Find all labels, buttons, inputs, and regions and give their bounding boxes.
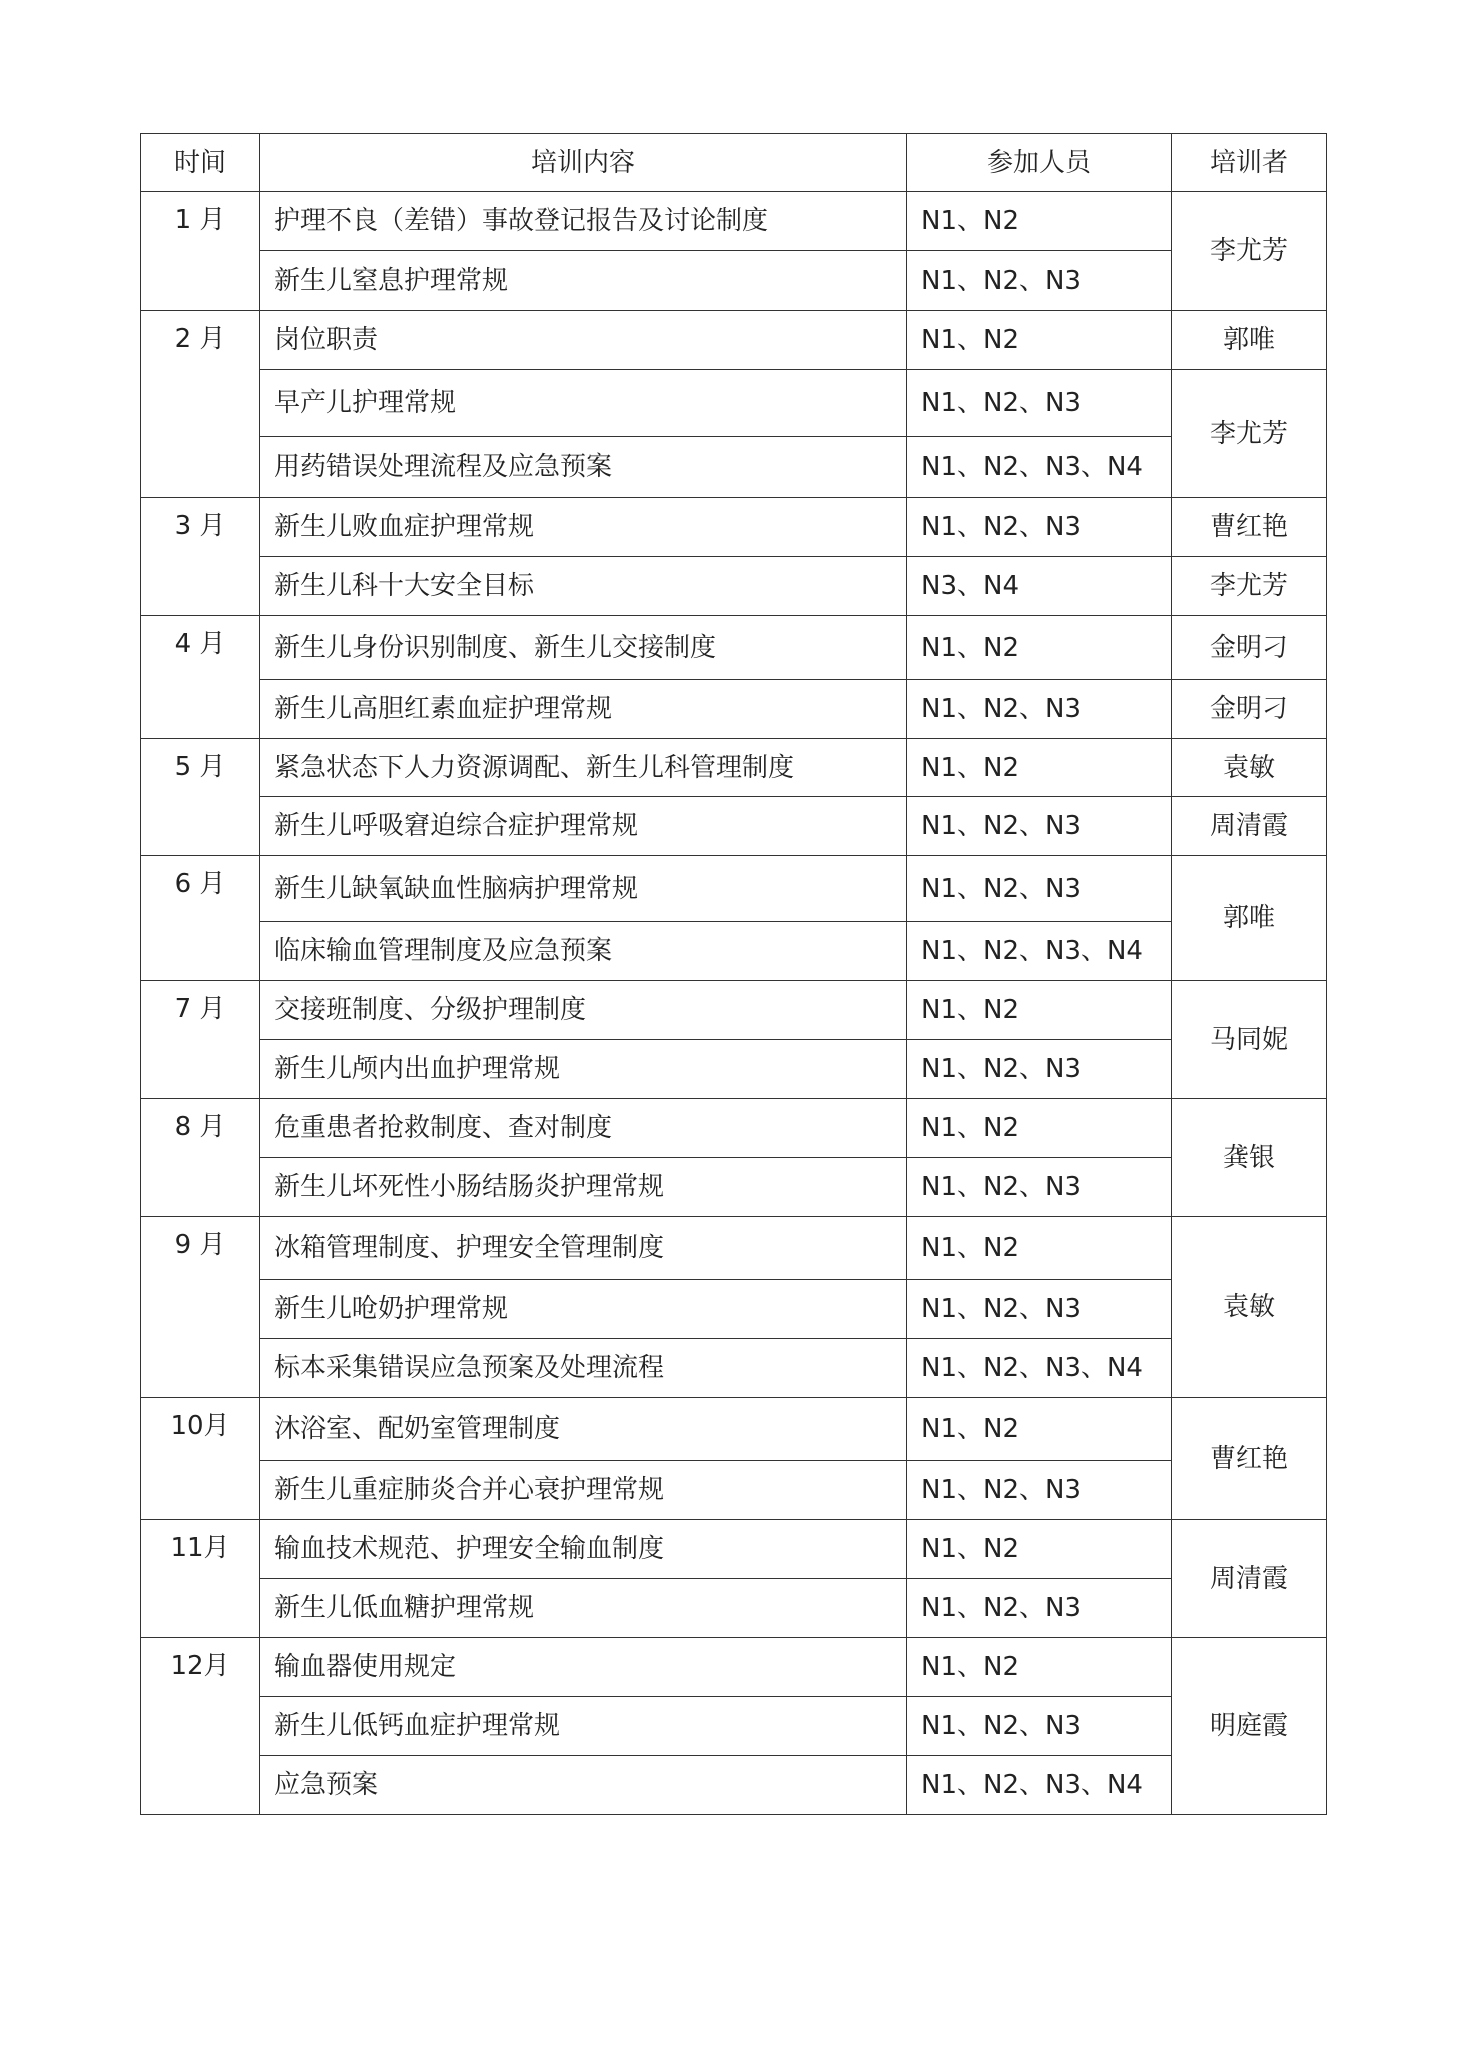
trainer-cell: 周清霞	[1172, 1520, 1327, 1638]
participants-cell: N1、N2	[907, 981, 1172, 1040]
trainer-cell: 曹红艳	[1172, 1398, 1327, 1520]
training-content-cell: 新生儿窒息护理常规	[260, 251, 907, 311]
header-time: 时间	[141, 134, 260, 192]
table-row	[141, 1217, 1327, 1280]
table-row	[141, 1099, 1327, 1158]
table-row	[141, 922, 1327, 981]
table-row	[141, 311, 1327, 370]
training-content-cell: 岗位职责	[260, 311, 907, 370]
month-cell: 6 月	[141, 856, 260, 981]
participants-cell: N1、N2、N3	[907, 1040, 1172, 1099]
participants-cell: N1、N2	[907, 1520, 1172, 1579]
participants-cell: N1、N2、N3	[907, 498, 1172, 557]
participants-cell: N1、N2、N3	[907, 1461, 1172, 1520]
month-cell: 7 月	[141, 981, 260, 1099]
trainer-cell: 周清霞	[1172, 797, 1327, 856]
trainer-cell: 马同妮	[1172, 981, 1327, 1099]
training-content-cell: 早产儿护理常规	[260, 370, 907, 437]
table-row	[141, 856, 1327, 922]
trainer-cell: 金明刁	[1172, 616, 1327, 680]
trainer-cell: 郭唯	[1172, 856, 1327, 981]
participants-cell: N1、N2	[907, 311, 1172, 370]
header-participants: 参加人员	[907, 134, 1172, 192]
participants-cell: N1、N2、N3、N4	[907, 437, 1172, 498]
training-content-cell: 新生儿颅内出血护理常规	[260, 1040, 907, 1099]
participants-cell: N1、N2、N3、N4	[907, 922, 1172, 981]
table-row	[141, 370, 1327, 437]
training-content-cell: 新生儿身份识别制度、新生儿交接制度	[260, 616, 907, 680]
table-row	[141, 1579, 1327, 1638]
trainer-cell: 曹红艳	[1172, 498, 1327, 557]
month-cell: 1 月	[141, 192, 260, 311]
training-content-cell: 新生儿低钙血症护理常规	[260, 1697, 907, 1756]
trainer-cell: 金明刁	[1172, 680, 1327, 739]
header-row	[141, 134, 1327, 192]
trainer-cell: 袁敏	[1172, 739, 1327, 797]
training-content-cell: 新生儿高胆红素血症护理常规	[260, 680, 907, 739]
table-row	[141, 1461, 1327, 1520]
table-row	[141, 1280, 1327, 1339]
training-content-cell: 应急预案	[260, 1756, 907, 1815]
trainer-cell: 郭唯	[1172, 311, 1327, 370]
trainer-cell: 龚银	[1172, 1099, 1327, 1217]
training-content-cell: 新生儿缺氧缺血性脑病护理常规	[260, 856, 907, 922]
participants-cell: N1、N2、N3	[907, 856, 1172, 922]
table-row	[141, 981, 1327, 1040]
table-row	[141, 1398, 1327, 1461]
trainer-cell: 李尤芳	[1172, 192, 1327, 311]
table-row	[141, 1040, 1327, 1099]
training-content-cell: 新生儿呛奶护理常规	[260, 1280, 907, 1339]
training-content-cell: 危重患者抢救制度、查对制度	[260, 1099, 907, 1158]
participants-cell: N1、N2	[907, 1099, 1172, 1158]
table-row	[141, 192, 1327, 251]
trainer-cell: 袁敏	[1172, 1217, 1327, 1398]
training-schedule-table	[140, 133, 1327, 1815]
participants-cell: N1、N2、N3	[907, 680, 1172, 739]
month-cell: 8 月	[141, 1099, 260, 1217]
participants-cell: N1、N2	[907, 1638, 1172, 1697]
participants-cell: N1、N2	[907, 1398, 1172, 1461]
training-content-cell: 标本采集错误应急预案及处理流程	[260, 1339, 907, 1398]
trainer-cell: 李尤芳	[1172, 370, 1327, 498]
participants-cell: N1、N2、N3	[907, 1579, 1172, 1638]
table-row	[141, 1158, 1327, 1217]
table-row	[141, 739, 1327, 797]
training-content-cell: 护理不良（差错）事故登记报告及讨论制度	[260, 192, 907, 251]
month-cell: 2 月	[141, 311, 260, 498]
training-content-cell: 冰箱管理制度、护理安全管理制度	[260, 1217, 907, 1280]
participants-cell: N3、N4	[907, 557, 1172, 616]
trainer-cell: 李尤芳	[1172, 557, 1327, 616]
participants-cell: N1、N2	[907, 1217, 1172, 1280]
table-row	[141, 797, 1327, 856]
participants-cell: N1、N2、N3	[907, 1697, 1172, 1756]
trainer-cell: 明庭霞	[1172, 1638, 1327, 1815]
participants-cell: N1、N2、N3	[907, 1280, 1172, 1339]
participants-cell: N1、N2	[907, 616, 1172, 680]
training-content-cell: 用药错误处理流程及应急预案	[260, 437, 907, 498]
training-content-cell: 新生儿重症肺炎合并心衰护理常规	[260, 1461, 907, 1520]
table-row	[141, 1756, 1327, 1815]
table-row	[141, 557, 1327, 616]
table-row	[141, 1520, 1327, 1579]
table-row	[141, 1697, 1327, 1756]
training-content-cell: 新生儿坏死性小肠结肠炎护理常规	[260, 1158, 907, 1217]
training-content-cell: 沐浴室、配奶室管理制度	[260, 1398, 907, 1461]
training-content-cell: 新生儿低血糖护理常规	[260, 1579, 907, 1638]
table-row	[141, 680, 1327, 739]
month-cell: 5 月	[141, 739, 260, 856]
table-row	[141, 1638, 1327, 1697]
training-content-cell: 输血技术规范、护理安全输血制度	[260, 1520, 907, 1579]
participants-cell: N1、N2、N3	[907, 251, 1172, 311]
training-content-cell: 输血器使用规定	[260, 1638, 907, 1697]
training-content-cell: 新生儿败血症护理常规	[260, 498, 907, 557]
table-row	[141, 437, 1327, 498]
participants-cell: N1、N2、N3、N4	[907, 1756, 1172, 1815]
table-row	[141, 1339, 1327, 1398]
month-cell: 11月	[141, 1520, 260, 1638]
table-row	[141, 616, 1327, 680]
table-row	[141, 498, 1327, 557]
training-content-cell: 紧急状态下人力资源调配、新生儿科管理制度	[260, 739, 907, 797]
header-trainer: 培训者	[1172, 134, 1327, 192]
participants-cell: N1、N2	[907, 739, 1172, 797]
participants-cell: N1、N2、N3	[907, 370, 1172, 437]
schedule-body	[141, 192, 1327, 1815]
month-cell: 10月	[141, 1398, 260, 1520]
participants-cell: N1、N2、N3、N4	[907, 1339, 1172, 1398]
month-cell: 3 月	[141, 498, 260, 616]
training-content-cell: 临床输血管理制度及应急预案	[260, 922, 907, 981]
participants-cell: N1、N2、N3	[907, 797, 1172, 856]
participants-cell: N1、N2	[907, 192, 1172, 251]
month-cell: 4 月	[141, 616, 260, 739]
header-content: 培训内容	[260, 134, 907, 192]
month-cell: 12月	[141, 1638, 260, 1815]
training-content-cell: 新生儿呼吸窘迫综合症护理常规	[260, 797, 907, 856]
participants-cell: N1、N2、N3	[907, 1158, 1172, 1217]
training-content-cell: 新生儿科十大安全目标	[260, 557, 907, 616]
month-cell: 9 月	[141, 1217, 260, 1398]
table-row	[141, 251, 1327, 311]
training-content-cell: 交接班制度、分级护理制度	[260, 981, 907, 1040]
